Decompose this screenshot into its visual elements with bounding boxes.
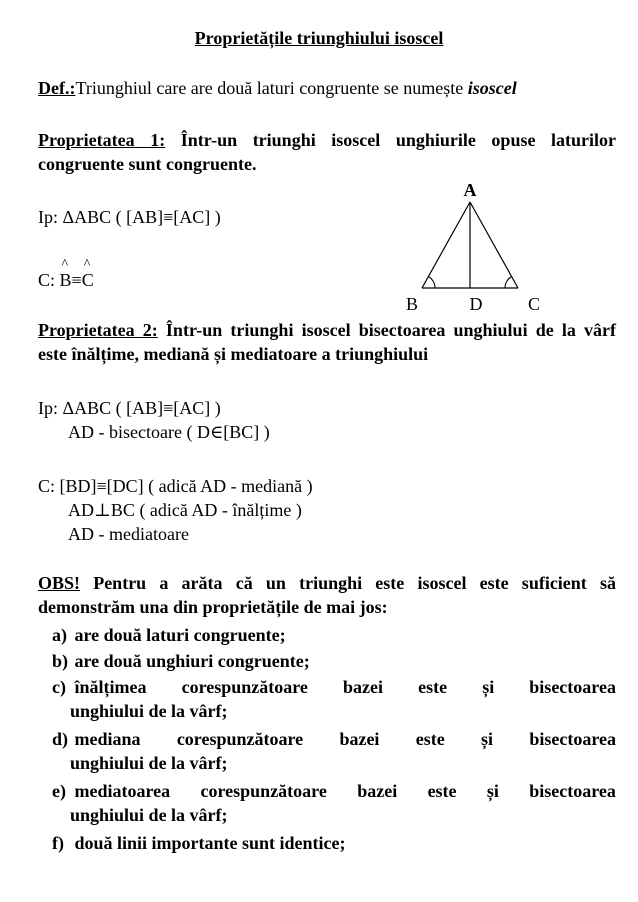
list-item xyxy=(52,649,616,673)
page-title: Proprietățile triunghiului isoscel xyxy=(194,28,444,48)
list-item-word: este xyxy=(427,781,457,801)
observation xyxy=(38,571,616,619)
property-2-text: Într-un triunghi isoscel bisectoarea unghiului de la vârf este înălțime, mediană și mediatoare a triunghiului xyxy=(38,320,616,364)
isosceles-triangle-figure xyxy=(400,176,560,316)
obs-text: Pentru a arăta că un triunghi este isoscel este suficient să demonstrăm una din proprietățile de mai jos: xyxy=(38,573,616,617)
hypothesis-line: AD - bisectoare ( D∈[BC] ) xyxy=(68,422,270,442)
conclusion-line: AD⊥BC ( adică AD - înălțime ) xyxy=(68,500,302,520)
angle-b: ^ B xyxy=(60,268,72,292)
list-item-word: este xyxy=(418,677,448,697)
list-item-word: înălțimea xyxy=(74,677,147,697)
list-item-word: și xyxy=(482,677,495,697)
vertex-c-label: C xyxy=(527,294,541,314)
list-item xyxy=(52,727,616,775)
list-item-word: bazei xyxy=(357,781,398,801)
congruent-sign: ≡ xyxy=(71,270,82,290)
property-1-text: Într-un triunghi isoscel unghiurile opuse laturilor congruente sunt congruente. xyxy=(38,130,616,174)
list-item-word: bisectoarea xyxy=(529,781,616,801)
list-item xyxy=(52,831,616,855)
list-item-continuation: unghiului de la vârf; xyxy=(70,701,228,721)
definition-text: Triunghiul care are două laturi congruente se numește xyxy=(75,78,468,98)
property-1-statement xyxy=(38,128,616,176)
list-item-text: are două laturi congruente; xyxy=(74,625,286,645)
list-item-word: mediatoarea xyxy=(74,781,171,801)
list-item-word: mediana xyxy=(74,729,141,749)
list-item-label: c) xyxy=(52,677,66,697)
list-item-word: bazei xyxy=(339,729,380,749)
list-item-word: corespunzătoare xyxy=(200,781,327,801)
list-item-word: corespunzătoare xyxy=(176,729,304,749)
conclusion-prefix: C: xyxy=(38,270,60,290)
definition-label: Def.: xyxy=(38,78,76,98)
list-item-text: are două unghiuri congruente; xyxy=(74,651,310,671)
obs-label: OBS! xyxy=(38,573,81,593)
property-2-hypothesis xyxy=(38,396,616,444)
property-2-statement xyxy=(38,318,616,366)
conclusion-line: AD - mediatoare xyxy=(68,524,189,544)
list-item xyxy=(52,623,616,647)
list-item-label: e) xyxy=(52,781,66,801)
list-item-label: d) xyxy=(52,729,69,749)
definition xyxy=(38,76,616,100)
property-1-label: Proprietatea 1: xyxy=(38,130,166,150)
list-item-continuation: unghiului de la vârf; xyxy=(70,753,228,773)
list-item-word: bazei xyxy=(343,677,384,697)
list-item-label: a) xyxy=(52,625,67,645)
list-item-word: corespunzătoare xyxy=(181,677,308,697)
property-1-hypothesis: Ip: ΔABC ( [AB]≡[AC] ) xyxy=(38,207,221,227)
property-1-conclusion xyxy=(38,268,378,292)
conclusion-line: C: [BD]≡[DC] ( adică AD - mediană ) xyxy=(38,476,313,496)
list-item-label: b) xyxy=(52,651,69,671)
list-item-label: f) xyxy=(52,833,64,853)
property-2-label: Proprietatea 2: xyxy=(38,320,158,340)
list-item-word: și xyxy=(481,729,494,749)
vertex-b-label: B xyxy=(405,294,419,314)
definition-term: isoscel xyxy=(467,78,517,98)
property-2-conclusion xyxy=(38,474,616,546)
list-item-text: două linii importante sunt identice; xyxy=(74,833,346,853)
angle-c: ^ C xyxy=(82,268,94,292)
list-item-word: este xyxy=(415,729,445,749)
angle-b-arc xyxy=(428,277,435,288)
list-item-word: bisectoarea xyxy=(529,677,616,697)
list-item xyxy=(52,779,616,827)
list-item-word: bisectoarea xyxy=(529,729,616,749)
angle-c-arc xyxy=(505,277,512,288)
list-item xyxy=(52,675,616,723)
list-item-continuation: unghiului de la vârf; xyxy=(70,805,228,825)
vertex-d-label: D xyxy=(469,294,483,314)
side-ac xyxy=(470,202,518,288)
hypothesis-line: Ip: ΔABC ( [AB]≡[AC] ) xyxy=(38,398,221,418)
side-ab xyxy=(422,202,470,288)
vertex-a-label: A xyxy=(463,180,477,200)
list-item-word: și xyxy=(486,781,499,801)
